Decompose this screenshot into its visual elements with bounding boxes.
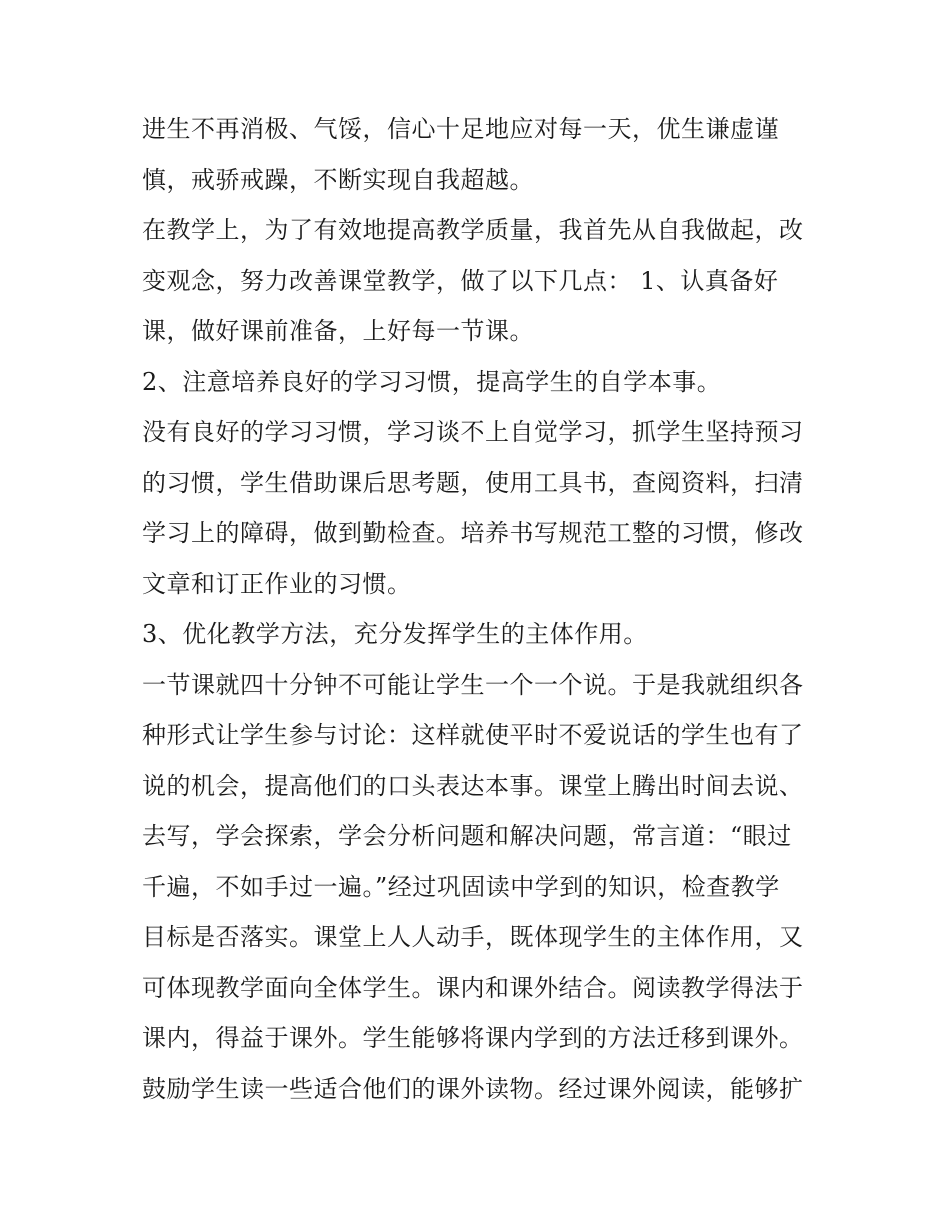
text-line: 进生不再消极、气馁，信心十足地应对每一天，优生谦虚谨 [142,115,779,143]
text-line: 学习上的障碍，做到勤检查。培养书写规范工整的习惯，修改 [142,519,804,547]
text-line: 文章和订正作业的习惯。 [142,570,412,598]
text-line: 慎，戒骄戒躁，不断实现自我超越。 [142,166,534,194]
text-line: 鼓励学生读一些适合他们的课外读物。经过课外阅读，能够扩 [142,1075,804,1103]
text-line: 千遍，不如手过一遍。”经过巩固读中学到的知识，检查教学 [142,873,780,901]
text-line: 说的机会，提高他们的口头表达本事。课堂上腾出时间去说、 [142,772,804,800]
text-line: 一节课就四十分钟不可能让学生一个一个说。于是我就组织各 [142,671,804,699]
text-line: 2、注意培养良好的学习习惯，提高学生的自学本事。 [142,368,722,396]
text-line: 在教学上，为了有效地提高教学质量，我首先从自我做起，改 [142,216,804,244]
text-line: 去写，学会探索，学会分析问题和解决问题，常言道：“眼过 [142,822,792,850]
text-line: 的习惯，学生借助课后思考题，使用工具书，查阅资料，扫清 [142,469,804,497]
text-line: 3、优化教学方法，充分发挥学生的主体作用。 [142,620,648,648]
text-line: 课内，得益于课外。学生能够将课内学到的方法迁移到课外。 [142,1024,804,1052]
text-line: 种形式让学生参与讨论：这样就使平时不爱说话的学生也有了 [142,721,804,749]
text-line: 目标是否落实。课堂上人人动手，既体现学生的主体作用，又 [142,923,804,951]
text-line: 没有良好的学习习惯，学习谈不上自觉学习，抓学生坚持预习 [142,418,804,446]
text-line: 可体现教学面向全体学生。课内和课外结合。阅读教学得法于 [142,974,804,1002]
text-line: 变观念，努力改善课堂教学，做了以下几点： 1、认真备好 [142,267,779,295]
text-line: 课，做好课前准备，上好每一节课。 [142,317,534,345]
